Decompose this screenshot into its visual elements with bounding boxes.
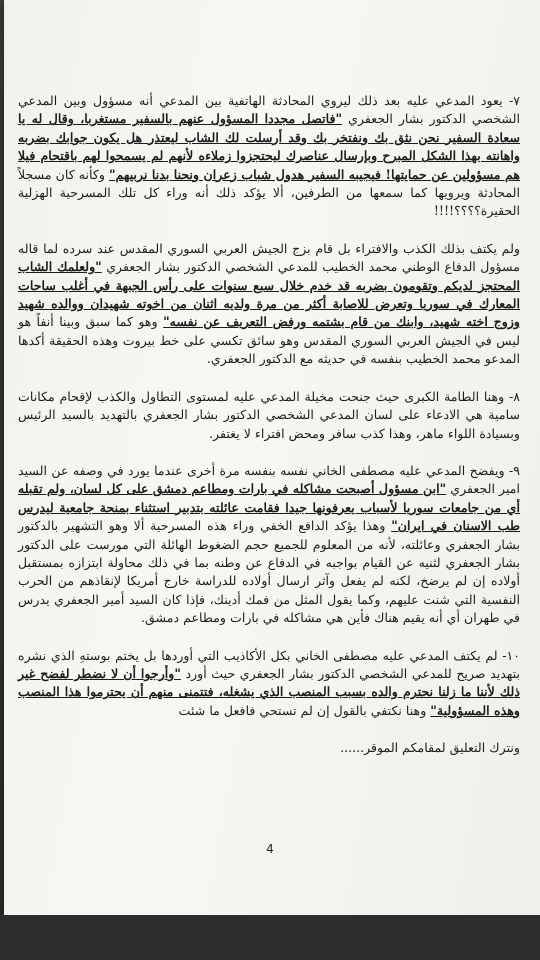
quoted-text: "فاتصل مجددا المسؤول عنهم بالسفير مستغربا، وقال له يا سعادة السفير نحن نثق بك ونفتخر بك وقد أرسلت لك الشاب ليعتذر هل يكون جوابك بضربه واهانته بهذا الشكل المبرح وبإرسال عناصرك ليحتجزوا زملاءه لأنهم لم يسمحوا لهم باقتحام فيلا هم مسؤولين عن حمايتها! فيجيبه السفير هدول شباب زعران ونحنا بدنا نربيهم"	[18, 111, 520, 182]
paragraph-p8	[18, 388, 520, 443]
paragraph-text: ٩- ويفضح المدعي عليه مصطفى الخاني نفسه بنفسه مرة أخرى عندما يورد في وصفه عن السيد امير الجعفري	[18, 462, 521, 497]
paragraph-text: ولم يكتف بذلك الكذب والافتراء بل قام بزج الجيش العربي السوري المقدس عند سرده لما قاله مسؤول الدفاع الوطني محمد الخطيب للمدعي الشخصي الدكتور بشار الجعفري	[18, 240, 520, 275]
quoted-text: "وأرجوا أن لا نضطر لفضح غير ذلك لأننا ما زلنا نحترم والده بسبب المنصب الذي يشغله، فتتمنى منهم أن يحترموا هذا المنصب وهذه المسؤولية"	[18, 665, 520, 718]
paragraph-p9	[18, 462, 520, 628]
paragraph-text: ٧- يعود المدعي عليه بعد ذلك ليروي المحادثة الهاتفية بين المدعي أنه مسؤول وبين المدعي الشخصي الدكتور بشار الجعفري	[18, 93, 520, 127]
paragraph-text: وهذا يؤكد الدافع الخفي وراء هذه المسرحية ألا وهو التشهير بالدكتور بشار الجعفري وعائلته، لأنه من المعلوم للجميع حجم الضغوط الهائلة التي مورست على الدكتور بشار الجعفري لثنيه عن القيام بواجبه في الدفاع عن وطنه بما في ذلك محاولة ابتزازه بمستقبل أولاده إن لم يرضخ، لكنه لم يفعل وآثر ارسال أولاده للدراسة خارج أمريكا لإنقاذهم من الحرب النفسية التي شنت عليهم، وكما يقول المثل من فمك أدينك، فإذا كان السيد أمير الجعفري يدرس في طهران أي أنه يقيم هناك فأين هي مشاكله في بارات ومطاعم دمشق.	[18, 518, 520, 626]
paragraph-text: وكأنه كان مسجلاً المحادثة ويرويها كما سمعها من الطرفين، ألا يؤكد ذلك أنه وراء كل تلك المسرحية الهزلية الحقيرة؟؟؟؟!!!!	[18, 166, 520, 219]
page-number: 4	[266, 842, 274, 856]
paragraph-text: ٨- وهنا الطامة الكبرى حيث جنحت مخيلة المدعي عليه لمستوى التطاول والكذب لإقحام مكانات سامية هي الادعاء على لسان المدعي الشخصي الدكتور بشار الجعفري بالتهديد بالسيد الرئيس وبسيادة اللواء ماهر، وهذا كذب سافر ومحض افتراء لا يغتفر.	[18, 388, 520, 441]
paragraph-text: وهو كما سبق وبينا أنفاً هو ليس في الجيش العربي السوري المقدس وهو سائق تكسي على خط بيروت وهذه الحقيقة أكدها المدعو محمد الخطيب بنفسه في حديثه مع الدكتور الجعفري.	[18, 314, 520, 367]
quoted-text: "ولعلمك الشاب المحتجز لديكم وتقومون بضربه قد خدم خلال سبع سنوات على رأس الجبهة في أغلب ساحات المعارك في سوريا وتعرض للاصابة أكثر من مرة ولديه اثنان من اخوته شهيدان ووالده شهيد وزوج اخته شهيد، وابنك من قام بشتمه ورفض التعريف عن نفسه"	[18, 259, 520, 330]
paragraph-closing	[18, 739, 520, 757]
table-surface	[0, 915, 540, 960]
quoted-text: "ابن مسؤول أصبحت مشاكله في بارات ومطاعم دمشق على كل لسان، ولم تقبله أي من جامعات سوريا لأسباب يعرفونها جيدا فقامت عائلته بتدبير استثناء بمنحة جامعية ليدرس طب الاسنان في ايران"	[18, 481, 520, 534]
paragraph-text: ١٠- لم يكتف المدعي عليه مصطفى الخاني بكل الأكاذيب التي أوردها بل يختم بوستهِ الذي نشره بتهديد صريح للمدعي الشخصي الدكتور بشار الجعفري حيث أورد	[18, 647, 520, 681]
paragraph-p10	[18, 647, 520, 721]
paragraph-text: ونترك التعليق لمقامكم الموقر......	[340, 740, 520, 756]
paragraph-p7	[18, 92, 520, 221]
paragraph-text: وهنا نكتفي بالقول إن لم تستحي فافعل ما شئت	[178, 702, 431, 718]
document-body	[18, 92, 520, 777]
paragraph-p7b	[18, 240, 520, 369]
